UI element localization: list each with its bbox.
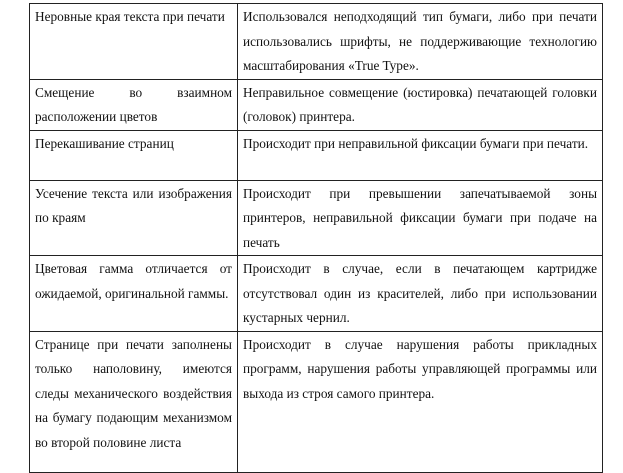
table-row — [30, 256, 603, 332]
table-row — [30, 79, 603, 130]
cause-cell: Происходит при превышении запечатываемой зоны принтеров, неправильной фиксации бумаги при подаче на печать — [238, 180, 603, 256]
printer-problems-table — [29, 3, 603, 473]
cause-cell: Происходит при неправильной фиксации бумаги при печати. — [238, 130, 603, 180]
problem-cell: Цветовая гамма отличается от ожидаемой, оригинальной гаммы. — [30, 256, 238, 332]
problem-cell: Перекашивание страниц — [30, 130, 238, 180]
table-row — [30, 331, 603, 472]
problem-cell: Усечение текста или изображения по краям — [30, 180, 238, 256]
cause-cell: Использовался неподходящий тип бумаги, либо при печати использовались шрифты, не поддерживающие технологию масштабирования «True Type». — [238, 4, 603, 80]
cause-cell: Происходит в случае нарушения работы прикладных программ, нарушения работы управляющей программы или выхода из строя самого принтера. — [238, 331, 603, 472]
table-row — [30, 130, 603, 180]
table-row — [30, 180, 603, 256]
cause-cell: Происходит в случае, если в печатающем картридже отсутствовал один из красителей, либо при использовании кустарных чернил. — [238, 256, 603, 332]
cause-cell: Неправильное совмещение (юстировка) печатающей головки (головок) принтера. — [238, 79, 603, 130]
problem-cell: Смещение во взаимном расположении цветов — [30, 79, 238, 130]
table-row — [30, 4, 603, 80]
problem-cell: Неровные края текста при печати — [30, 4, 238, 80]
problem-cell: Странице при печати заполнены только наполовину, имеются следы механического воздействия на бумагу подающим механизмом во второй половине листа — [30, 331, 238, 472]
